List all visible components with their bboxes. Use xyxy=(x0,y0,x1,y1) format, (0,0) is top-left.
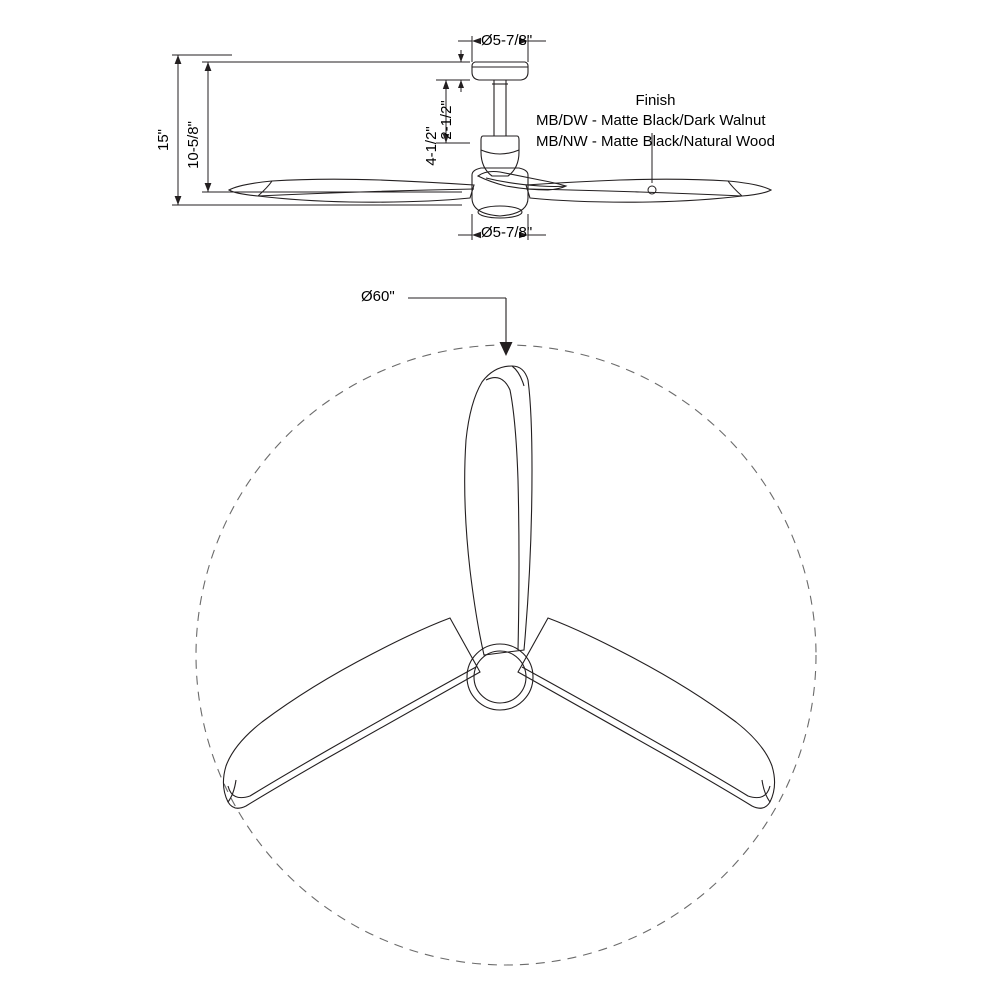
plan-view xyxy=(196,345,816,965)
blade-left-elevation xyxy=(229,179,474,202)
dim-motor-housing-diameter: Ø5-7/8" xyxy=(481,224,533,241)
finish-note xyxy=(536,91,775,152)
blade-sweep-circle xyxy=(196,345,816,965)
dim-overall-height: 15" xyxy=(154,128,172,152)
blade-center-elevation xyxy=(478,172,566,191)
blade-lower-left-plan xyxy=(223,618,480,808)
finish-option-mb-dw: MB/DW - Matte Black/Dark Walnut xyxy=(536,112,766,130)
dim-blade-span: Ø60" xyxy=(361,288,395,305)
dim-canopy-diameter: Ø5-7/8" xyxy=(481,32,533,49)
blade-top-plan xyxy=(465,366,532,655)
dim-drop-to-blade: 10-5/8" xyxy=(184,121,202,169)
motor-hub-inner xyxy=(474,651,526,703)
motor-hub-outer xyxy=(467,644,533,710)
blade-lower-right-plan xyxy=(518,618,775,808)
downrod xyxy=(492,80,508,136)
dim-canopy-height: 2-1/2" xyxy=(437,100,455,140)
dim-downrod-length: 4-1/2" xyxy=(422,126,440,166)
finish-option-mb-nw: MB/NW - Matte Black/Natural Wood xyxy=(536,132,775,150)
plan-dimension-leader xyxy=(408,298,513,356)
canopy xyxy=(472,62,528,80)
finish-heading: Finish xyxy=(635,92,676,109)
